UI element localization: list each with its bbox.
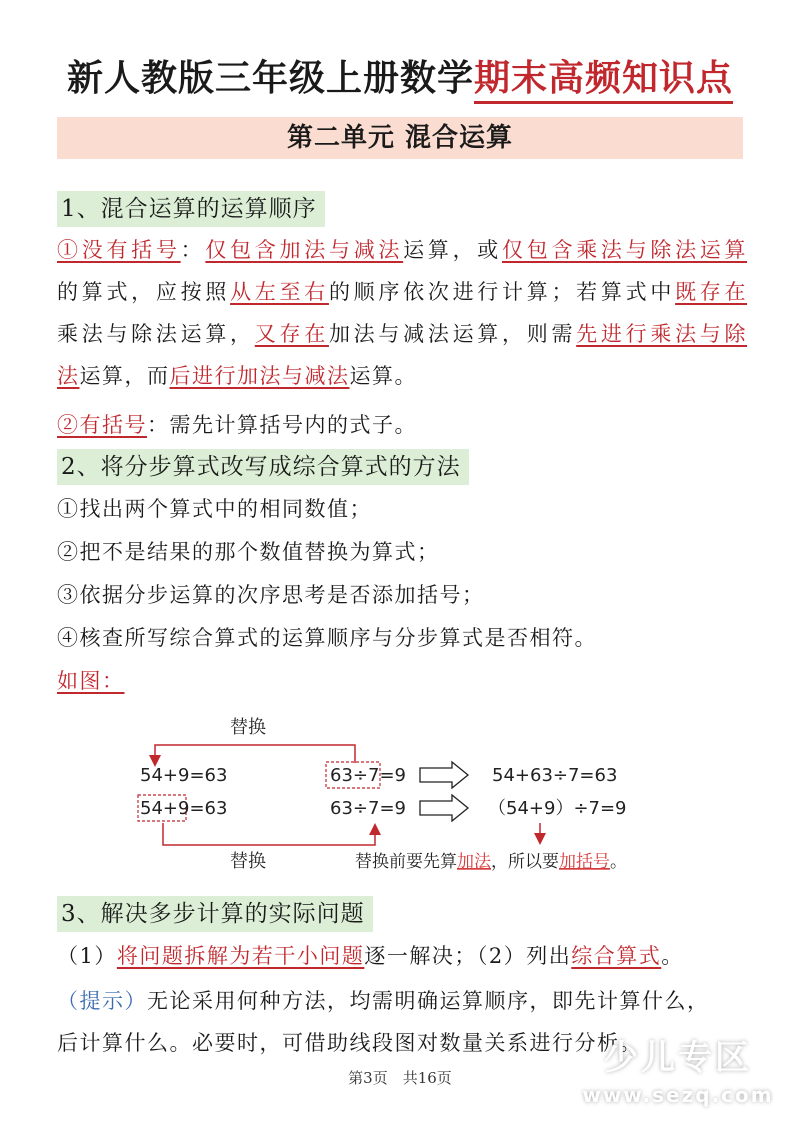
emphasis-text: 又存在 [254,322,329,346]
substitution-diagram [130,705,750,885]
watermark-logo [578,1030,778,1107]
text-fragment: 乘法与除法运算， [57,322,255,346]
row1-left-equation: 54+9=63 [140,765,228,786]
text-fragment: ：需先计算括号内的式子。 [147,413,417,437]
note-text: ，所以要 [491,852,559,872]
emphasis-text: 先进行乘法与除 [576,322,748,346]
right-arrow-icon [420,795,468,821]
emphasis-text: 既存在 [675,280,748,304]
row2-left-equation: 54+9=63 [140,798,228,819]
step-item: ①找出两个算式中的相同数值； [57,497,372,521]
section1-paragraph2 [57,404,417,446]
para1-line4 [57,355,747,397]
para1-line1 [57,229,747,271]
replace-label-bottom: 替换 [230,851,266,872]
row2-right-equation: （54+9）÷7=9 [488,798,627,819]
row1-right-equation: 54+63÷7=63 [492,765,618,786]
text-fragment: ： [180,238,206,262]
para1-line2 [57,271,747,313]
emphasis-text: 从左至右 [230,280,329,304]
step-item: ④核查所写综合算式的运算顺序与分步算式是否相符。 [57,626,597,650]
text-fragment: （1） [57,944,117,968]
text-fragment: 。 [661,944,684,968]
watermark-title: 少儿专区 [604,1038,752,1078]
note-text: 。 [610,852,627,872]
section2-heading: 2、将分步算式改写成综合算式的方法 [57,449,469,485]
note-emphasis: 加括号 [559,852,610,872]
section3-line3: 后计算什么。必要时，可借助线段图对数量关系进行分析。 [57,1031,642,1055]
section3-line1 [57,935,684,977]
note-emphasis: 加法 [457,852,491,872]
para1-line3 [57,313,747,355]
row1-mid-equation: 63÷7=9 [330,765,406,786]
text-fragment: 运算，而 [79,364,170,388]
right-arrow-icon [420,762,468,788]
note-text: 替换前要先算 [355,852,457,872]
title-highlight: 期末高频知识点 [474,58,733,104]
emphasis-text: 将问题拆解为若干小问题 [116,944,365,968]
page-number: 第3页 共16页 [348,1069,452,1087]
text-fragment: 加法与减法运算，则需 [328,322,577,346]
unit-heading: 第二单元 混合运算 [57,117,743,159]
emphasis-text: 后进行加法与减法 [169,364,350,388]
figure-note [355,852,627,872]
emphasis-text: 仅包含乘法与除法运算 [502,238,748,262]
emphasis-text: 综合算式 [571,944,662,968]
text-fragment: 运算。 [349,364,417,388]
section3-line2 [57,980,710,1022]
title-prefix: 新人教版三年级上册数学 [66,58,474,99]
row2-mid-equation: 63÷7=9 [330,798,406,819]
text-fragment: 的顺序依次进行计算；若算式中 [328,280,676,304]
section1-heading: 1、混合运算的运算顺序 [57,191,325,227]
page-title [0,50,800,101]
emphasis-text: 法 [57,364,80,388]
section3-heading: 3、解决多步计算的实际问题 [57,896,373,932]
watermark-url: www.sezq.com [582,1083,774,1107]
replace-label-top: 替换 [230,717,266,738]
text-fragment: 的算式，应按照 [57,280,231,304]
emphasis-text: 仅包含加法与减法 [205,238,404,262]
text-fragment: 无论采用何种方法，均需明确运算顺序，即先计算什么， [147,989,710,1013]
step-item: ③依据分步运算的次序思考是否添加括号； [57,583,485,607]
tip-label: （提示） [57,989,147,1013]
with-brackets-label: ②有括号 [57,413,147,437]
text-fragment: 逐一解决；（2）列出 [364,944,572,968]
as-shown-label: 如图： [57,669,125,693]
text-fragment: 运算，或 [403,238,503,262]
replace-arrow-bottom [163,823,375,845]
replace-arrow-top [155,745,355,763]
no-brackets-label: ①没有括号 [57,238,181,262]
step-item: ②把不是结果的那个数值替换为算式； [57,540,440,564]
section1-paragraph1 [57,229,747,397]
